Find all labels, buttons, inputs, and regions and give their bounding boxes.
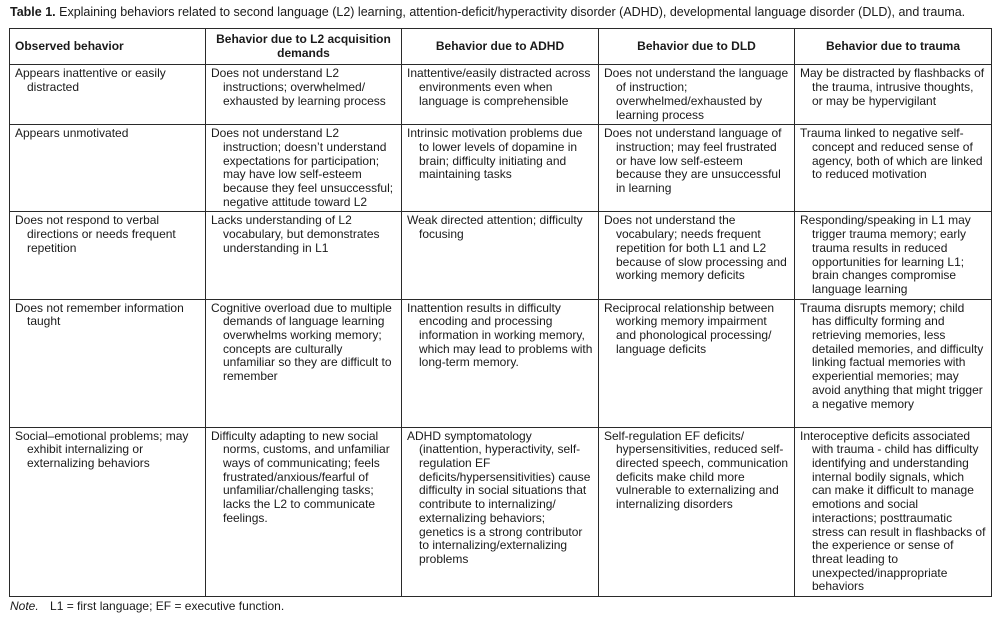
table-cell xyxy=(206,212,402,299)
cell-text: Does not understand L2 instruction; doesn’t understand expectations for participation; may have low self-esteem because they feel unsuccessful; negative attitude toward L2 xyxy=(211,126,394,209)
table-cell xyxy=(795,427,992,596)
cell-text: Inattention results in difficulty encoding and processing information in working memory, which may lead to problems with long-term memory. xyxy=(407,300,593,370)
table-cell xyxy=(206,125,402,212)
header-l2-acquisition: Behavior due to L2 acquisition demands xyxy=(206,29,402,65)
table-row xyxy=(10,427,992,596)
cell-text: Does not understand language of instruction; may feel frustrated or have low self-esteem because they are unsuccessful in learning xyxy=(604,126,782,196)
table-cell xyxy=(10,125,206,212)
table-row xyxy=(10,125,992,212)
table-note xyxy=(10,599,284,614)
cell-text: Self-regulation EF deficits/ hypersensitivities, reduced self-directed speech, communication deficits make child more vulnerable to externalizing and internalizing disorders xyxy=(604,428,789,512)
cell-text: Appears unmotivated xyxy=(15,126,129,141)
table-cell xyxy=(206,65,402,125)
table-cell xyxy=(206,427,402,596)
table-cell xyxy=(402,65,599,125)
table-cell xyxy=(402,125,599,212)
table-cell xyxy=(795,125,992,212)
table-header-row xyxy=(10,29,992,65)
cell-text: May be distracted by flashbacks of the trauma, intrusive thoughts, or may be hypervigilant xyxy=(800,66,985,108)
table-caption-text: Explaining behaviors related to second language (L2) learning, attention-deficit/hyperactivity disorder (ADHD), developmental language disorder (DLD), and trauma. xyxy=(59,5,966,19)
cell-text: ADHD symptomatology (inattention, hyperactivity, self-regulation EF deficits/hypersensitivities) cause difficulty in social situations that contribute to internalizing/ externalizing behaviors; genetics is a strong contributor to internalizing/externalizing problems xyxy=(407,428,591,566)
cell-text: Does not understand the vocabulary; needs frequent repetition for both L1 and L2 because of slow processing and working memory deficits xyxy=(604,213,787,283)
cell-text: Intrinsic motivation problems due to lower levels of dopamine in brain; difficulty initiating and maintaining tasks xyxy=(407,126,583,182)
cell-text: Cognitive overload due to multiple demands of language learning overwhelms working memory; concepts are culturally unfamiliar so they are difficult to remember xyxy=(211,300,392,384)
cell-text: Trauma linked to negative self-concept and reduced sense of agency, both of which are linked to reduced motivation xyxy=(800,126,983,182)
cell-text: Social–emotional problems; may exhibit internalizing or externalizing behaviors xyxy=(15,428,189,471)
cell-text: Interoceptive deficits associated with trauma - child has difficulty identifying and understanding internal bodily signals, which can make it difficult to manage emotions and social interactions; posttraumatic stress can result in flashbacks of the experience or sense of threat leading to unexpected/inappropriate behaviors xyxy=(800,428,986,594)
cell-text: Difficulty adapting to new social norms, customs, and unfamiliar ways of communicating; feels frustrated/anxious/fearful of unfamiliar/challenging tasks; lacks the L2 to communicate feelings. xyxy=(211,428,390,525)
table-caption-label: Table 1. xyxy=(10,5,56,19)
header-adhd: Behavior due to ADHD xyxy=(402,29,599,65)
table-cell xyxy=(206,299,402,427)
table-note-label: Note. xyxy=(10,599,39,613)
table-cell xyxy=(10,299,206,427)
table-cell xyxy=(10,427,206,596)
table-cell xyxy=(599,299,795,427)
table-row xyxy=(10,65,992,125)
cell-text: Does not understand L2 instructions; overwhelmed/ exhausted by learning process xyxy=(211,66,386,108)
cell-text: Inattentive/easily distracted across environments even when language is comprehensible xyxy=(407,66,591,108)
cell-text: Responding/speaking in L1 may trigger trauma memory; early trauma results in reduced opportunities for learning L1; brain changes compromise language learning xyxy=(800,213,971,296)
cell-text: Trauma disrupts memory; child has difficulty forming and retrieving memories, less detailed memories, and difficulty linking factual memories with experiential memories; may avoid anything that might trigger a negative memory xyxy=(800,300,984,411)
table-cell xyxy=(10,65,206,125)
table-cell xyxy=(795,65,992,125)
cell-text: Does not respond to verbal directions or needs frequent repetition xyxy=(15,213,176,255)
table-cell xyxy=(599,65,795,125)
header-trauma: Behavior due to trauma xyxy=(795,29,992,65)
table-cell xyxy=(10,212,206,299)
table-row xyxy=(10,299,992,427)
table-cell xyxy=(599,427,795,596)
table-note-text: L1 = first language; EF = executive function. xyxy=(50,599,285,613)
cell-text: Weak directed attention; difficulty focusing xyxy=(407,213,583,242)
table-cell xyxy=(402,212,599,299)
cell-text: Appears inattentive or easily distracted xyxy=(15,66,166,95)
table-cell xyxy=(402,299,599,427)
table-caption xyxy=(10,4,965,20)
table-row xyxy=(10,212,992,299)
cell-text: Reciprocal relationship between working memory impairment and phonological processing/ language deficits xyxy=(604,300,775,356)
table-cell xyxy=(795,212,992,299)
table-cell xyxy=(402,427,599,596)
cell-text: Does not understand the language of instruction; overwhelmed/exhausted by learning process xyxy=(604,66,789,122)
cell-text: Lacks understanding of L2 vocabulary, but demonstrates understanding in L1 xyxy=(211,213,380,255)
table-cell xyxy=(599,212,795,299)
table-cell xyxy=(795,299,992,427)
behavior-table xyxy=(9,28,992,597)
table-cell xyxy=(599,125,795,212)
cell-text: Does not remember information taught xyxy=(15,300,184,329)
header-observed-behavior: Observed behavior xyxy=(10,29,206,65)
header-dld: Behavior due to DLD xyxy=(599,29,795,65)
